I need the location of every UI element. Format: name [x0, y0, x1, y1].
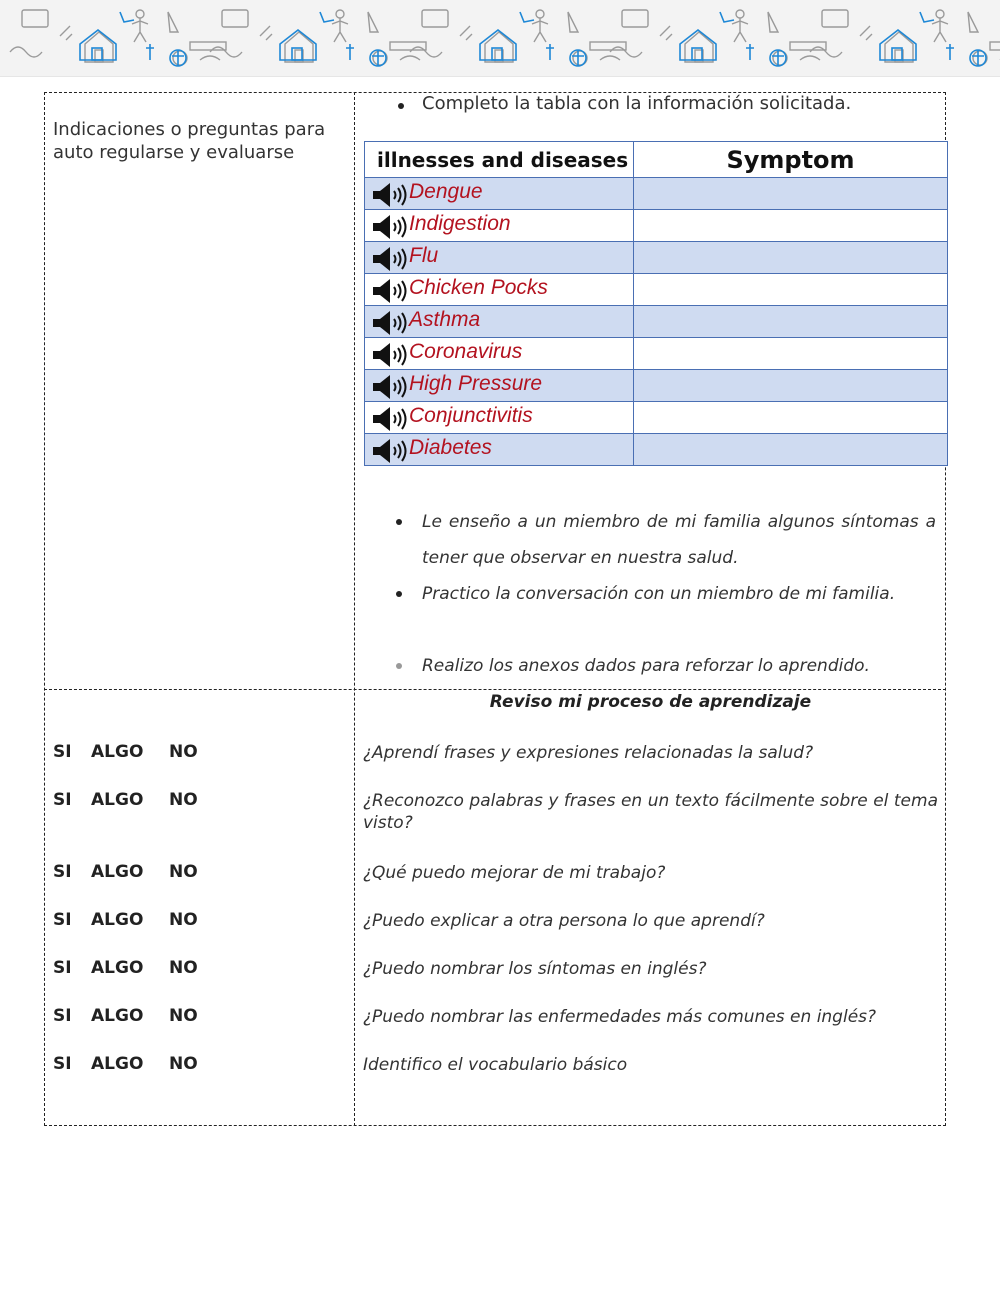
option-si[interactable]: SI [53, 862, 72, 882]
option-no[interactable]: NO [169, 862, 198, 882]
column-header-illnesses: illnesses and diseases [365, 142, 634, 178]
table-row [365, 242, 948, 274]
review-title: Reviso mi proceso de aprendizaje [489, 692, 812, 712]
bullet-icon [396, 519, 402, 525]
speaker-icon[interactable] [371, 406, 407, 432]
table-row [365, 434, 948, 466]
review-question: ¿Puedo nombrar las enfermedades más comunes en inglés? [363, 1007, 877, 1027]
option-algo[interactable]: ALGO [91, 910, 144, 930]
disease-name: Chicken Pocks [409, 276, 548, 299]
speaker-icon[interactable] [371, 182, 407, 208]
decorative-school-banner [0, 0, 1000, 77]
speaker-icon[interactable] [371, 246, 407, 272]
option-si[interactable]: SI [53, 1054, 72, 1074]
disease-cell [365, 306, 634, 338]
review-question: Identifico el vocabulario básico [363, 1055, 628, 1075]
disease-cell [365, 274, 634, 306]
option-algo[interactable]: ALGO [91, 1006, 144, 1026]
symptom-input-cell[interactable] [634, 434, 948, 466]
symptom-input-cell[interactable] [634, 402, 948, 434]
option-si[interactable]: SI [53, 958, 72, 978]
option-si[interactable]: SI [53, 1006, 72, 1026]
option-no[interactable]: NO [169, 910, 198, 930]
symptom-input-cell[interactable] [634, 178, 948, 210]
table-row [365, 306, 948, 338]
disease-name: Flu [409, 244, 439, 267]
activity-practice-conversation: Practico la conversación con un miembro de mi familia. [422, 584, 896, 604]
option-no[interactable]: NO [169, 1054, 198, 1074]
speaker-icon[interactable] [371, 310, 407, 336]
disease-cell [365, 178, 634, 210]
option-algo[interactable]: ALGO [91, 1054, 144, 1074]
option-si[interactable]: SI [53, 742, 72, 762]
table-row [365, 274, 948, 306]
bullet-icon [396, 591, 402, 597]
disease-cell [365, 434, 634, 466]
option-algo[interactable]: ALGO [91, 790, 144, 810]
disease-name: High Pressure [409, 372, 543, 395]
speaker-icon[interactable] [371, 342, 407, 368]
option-si[interactable]: SI [53, 910, 72, 930]
symptom-input-cell[interactable] [634, 338, 948, 370]
disease-name: Dengue [409, 180, 483, 203]
activity-teach-family: Le enseño a un miembro de mi familia algunos síntomas a tener que observar en nuestra salud. [422, 512, 936, 568]
column-divider [354, 92, 355, 1126]
option-no[interactable]: NO [169, 790, 198, 810]
review-question: ¿Aprendí frases y expresiones relacionadas la salud? [363, 743, 814, 763]
review-question: ¿Puedo explicar a otra persona lo que aprendí? [363, 911, 765, 931]
review-question: ¿Qué puedo mejorar de mi trabajo? [363, 863, 666, 883]
school-doodles-icon [0, 0, 1000, 76]
option-algo[interactable]: ALGO [91, 958, 144, 978]
option-algo[interactable]: ALGO [91, 862, 144, 882]
review-question: ¿Puedo nombrar los síntomas en inglés? [363, 959, 707, 979]
option-no[interactable]: NO [169, 742, 198, 762]
row-divider [44, 689, 946, 690]
disease-name: Diabetes [409, 436, 492, 459]
table-row [365, 370, 948, 402]
table-row [365, 402, 948, 434]
speaker-icon[interactable] [371, 374, 407, 400]
disease-name: Asthma [409, 308, 481, 331]
disease-name: Indigestion [409, 212, 511, 235]
disease-name: Conjunctivitis [409, 404, 533, 427]
activity-annexes: Realizo los anexos dados para reforzar lo aprendido. [422, 656, 870, 676]
column-header-symptom: Symptom [634, 142, 948, 178]
speaker-icon[interactable] [371, 278, 407, 304]
diseases-table [364, 141, 948, 466]
bullet-icon [396, 663, 402, 669]
symptom-input-cell[interactable] [634, 274, 948, 306]
bullet-icon [398, 103, 404, 109]
disease-cell [365, 242, 634, 274]
option-no[interactable]: NO [169, 1006, 198, 1026]
option-si[interactable]: SI [53, 790, 72, 810]
symptom-input-cell[interactable] [634, 242, 948, 274]
speaker-icon[interactable] [371, 214, 407, 240]
disease-cell [365, 338, 634, 370]
option-algo[interactable]: ALGO [91, 742, 144, 762]
symptom-input-cell[interactable] [634, 210, 948, 242]
speaker-icon[interactable] [371, 438, 407, 464]
table-row [365, 210, 948, 242]
disease-name: Coronavirus [409, 340, 523, 363]
table-row [365, 178, 948, 210]
symptom-input-cell[interactable] [634, 306, 948, 338]
disease-cell [365, 402, 634, 434]
disease-cell [365, 370, 634, 402]
review-question: ¿Reconozco palabras y frases en un texto fácilmente sobre el tema visto? [363, 791, 938, 833]
symptom-input-cell[interactable] [634, 370, 948, 402]
option-no[interactable]: NO [169, 958, 198, 978]
instructions-label: Indicaciones o preguntas para auto regularse y evaluarse [53, 119, 326, 163]
table-row [365, 338, 948, 370]
disease-cell [365, 210, 634, 242]
task-instruction: Completo la tabla con la información solicitada. [422, 93, 852, 114]
